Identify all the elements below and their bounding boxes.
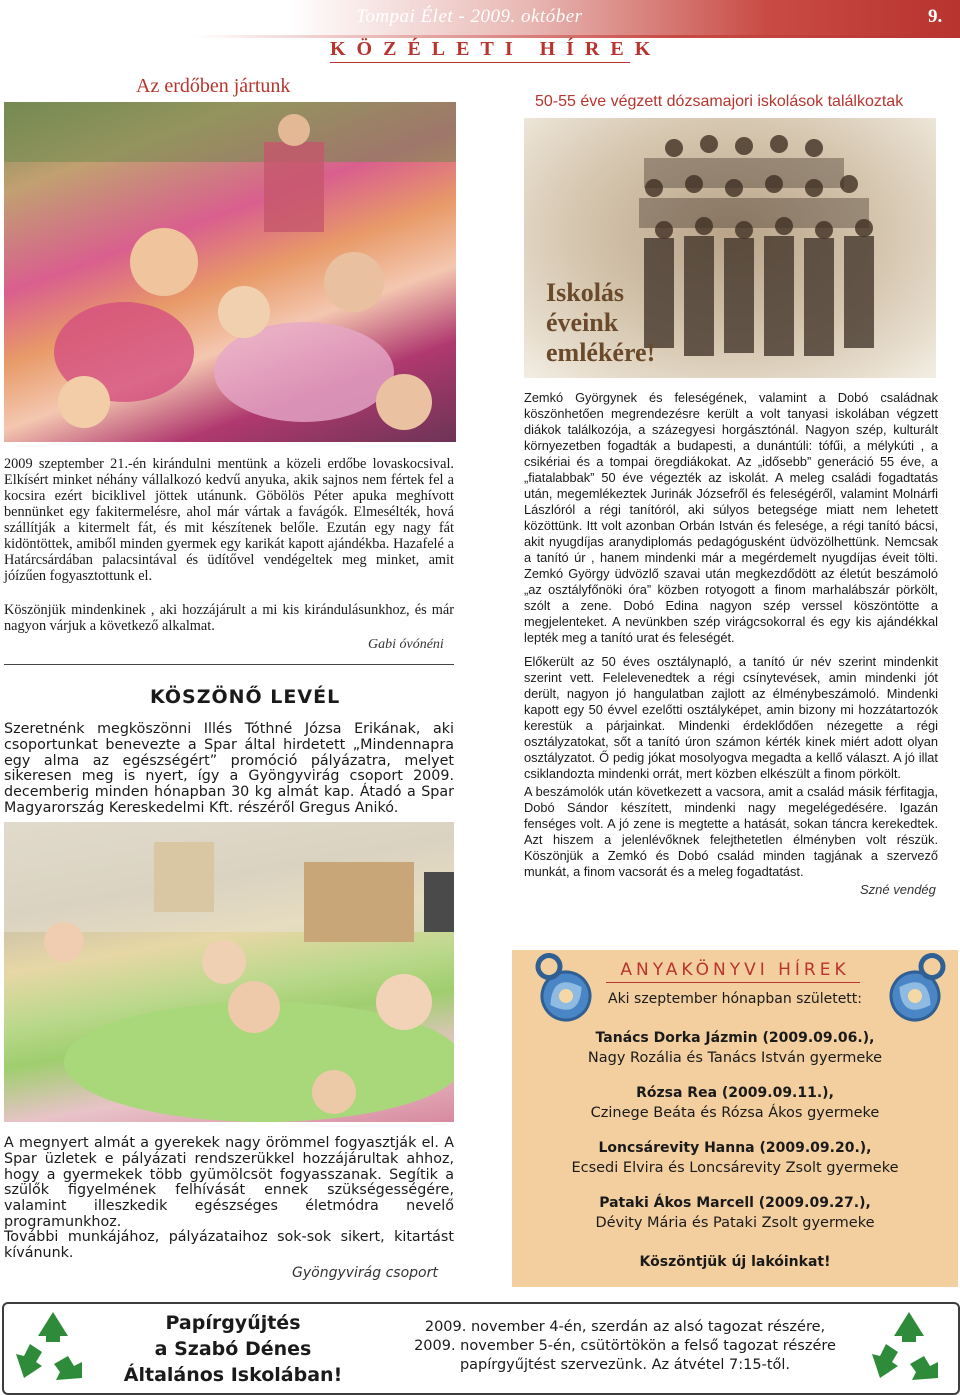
birth-entry-parents: Nagy Rozália és Tanács István gyermeke <box>587 1050 883 1066</box>
birth-entry-name: Loncsárevity Hanna (2009.09.20.), <box>598 1140 872 1156</box>
apple-photo-caption: A megnyert almát a gyerekek nagy örömmel fogyasztják el. A Spar üzletek e pályázati rendszerükkel hozzájárultak ahhoz, hogy a gyermekek több gyümölcsöt fogyasszanak. Segítik a szülők figyelmének felhívását ennek szükségességére, valamint illeszkedik egészséges életmódra nevelő programunkhoz. <box>4 1135 454 1230</box>
paper-collection-title-line: Papírgyűjtés <box>165 1312 301 1334</box>
paper-collection-line: 2009. november 5-én, csütörtökön a felső tagozat részére <box>414 1338 836 1354</box>
birth-entry-name: Pataki Ákos Marcell (2009.09.27.), <box>599 1195 871 1211</box>
births-title: ANYAKÖNYVI HÍREK <box>620 960 850 980</box>
births-title-underline <box>606 982 860 983</box>
paper-collection-text <box>382 1318 868 1375</box>
paper-collection-line: 2009. november 4-én, szerdán az alsó tagozat részére, <box>424 1319 826 1335</box>
births-subtitle: Aki szeptember hónapban született: <box>608 991 862 1007</box>
paper-collection-title-line: a Szabó Dénes <box>154 1338 312 1360</box>
birth-entry-name: Tanács Dorka Jázmin (2009.09.06.), <box>595 1030 875 1046</box>
recycle-icon <box>866 1308 952 1392</box>
recycle-icon <box>10 1308 96 1392</box>
thanks-letter-body: Szeretnénk megköszönni Illés Tóthné Józsa Erikának, aki csoportunkat benevezte a Spar által hirdetett „Mindennapra egy alma az egészségért” promóció pályázatra, melyet sikeresen meg is nyert, így a Gyöngyvirág csoport 2009. decemberig minden hónapban 30 kg almát kap. Átadó a Spar Magyarország Kereskedelmi Kft. részéről Gregus Anikó. <box>4 721 454 816</box>
forest-article-signature: Gabi óvónéni <box>368 637 444 652</box>
class-photo-caption: Iskolás éveink emlékére! <box>546 278 656 367</box>
birth-entry-name: Rózsa Rea (2009.09.11.), <box>636 1085 834 1101</box>
paper-collection-title-line: Általános Iskolában! <box>123 1364 343 1386</box>
birth-entry-parents: Ecsedi Elvira és Loncsárevity Zsolt gyermeke <box>571 1160 899 1176</box>
reunion-paragraph-3: A beszámolók után következett a vacsora, amit a család másik férfitagja, Dobó Sándor készített, mindenki nagy megelégedésére. Igazán fenséges volt. A jó zene is megtette a hatását, sokan táncra kerekedtek. Azt hiszem a jelenlévőknek felejthetetlen élményben volt részük. Köszönjük a Zemkó és Dobó család minden tagjának a szervező munkát, a finom vacsorát és a meleg fogadtatást. <box>524 784 938 879</box>
reunion-paragraph-1: Zemkó Györgynek és feleségének, valamint a Dobó családnak köszönhetően megrendezésre került a volt tanyasi iskolában végzett diákok találkozója, a százegyesi horgásztónál. Nagyon szép, kulturált környezetben fogadták a budapesti, a dunántúli: tófűi, a mélykúti , a csikériai és a tompai öregdiákokat. Az „idősebb” generáció 55 éve, a „fiatalabbak” 50 éve végezték az iskolát. A meleg családi fogadtatás után, megemlékeztek Jurinák Józsefről és feleségéről, valamint Molnárfi Lászlóról a régi tanítóról, aki súlyos betegsége miatt nem lehetett közöttünk. Itt volt azonban Orbán István és felesége, a régi tanító bácsi, akit nyugdíjas aranydiplomás pedagógusként üdvözölhettünk. Nemcsak a tanító úr , hanem mindenki már a megérdemelt nyugdíjas éveit tölti. Zemkó György üdvözlő szavai után megkezdődött az életút beszámoló „az osztályfőnöki óra” közben rotyogott a finom marhalábszár pörkölt, szólt a zene. Dobó Edina nagyon szép verssel köszöntötte a megjelenteket. A nevünkben szép virágcsokorral és egy kis ajándékkal lepték meg a tanító urat és feleségét. <box>524 390 938 645</box>
reunion-signature: Szné vendég <box>860 882 936 897</box>
forest-article-body: 2009 szeptember 21.-én kirándulni mentünk a közeli erdőbe lovaskocsival. Elkísért minket néhány vállalkozó kedvű anyuka, akik sajnos nem fértek fel a kocsira ezért biciklivel jöttek utánunk. Göbölös Péter apuka meghívott bennünket egy fakitermelésre, ahol már vártak a favágók. Elmesélték, hová szállítják a kitermelt fát, és mit készítenek belőle. Ezután egy nagy fát kidöntöttek, amiből minden gyermek egy karikát kapott ajándékba. Hazafelé a Határcsárdában palacsintával és üdítővel vendégeltek meg minket, amit jóízűen fogyasztottunk el. <box>4 456 454 584</box>
section-title: KÖZÉLETI HÍREK <box>330 38 662 60</box>
paper-collection-line: papírgyűjtést szervezünk. Az átvétel 7:15-től. <box>459 1357 791 1373</box>
forest-article-title: Az erdőben jártunk <box>136 75 291 97</box>
reunion-article-title: 50-55 éve végzett dózsamajori iskolások találkoztak <box>535 93 904 110</box>
forest-article-thanks: Köszönjük mindenkinek , aki hozzájárult a mi kis kirándulásunkhoz, és már nagyon várjuk a következő alkalmat. <box>4 602 454 634</box>
paper-collection-title <box>106 1310 360 1388</box>
thanks-letter-title: KÖSZÖNŐ LEVÉL <box>150 686 341 708</box>
birth-entry-parents: Dévity Mária és Pataki Zsolt gyermeke <box>595 1215 875 1231</box>
reunion-paragraph-2: Előkerült az 50 éves osztálynapló, a tanító úr név szerint mindenkit szerint vett. Felelevenedtek a régi csínytevések, amin mindenki jót derült, nagyon jó hangulatban zajlott az élménybeszámoló. Mindenki kapott egy 50 évvel ezelőtti osztályképet, amin bizony mi hozzátartozók kerestük a párjainkat. Mindenki érdeklődően nézegette a régi osztályzatokat, sőt a tanító úron számon kérték kinek miért adott olyan osztályzatot. Ő pedig jókat mosolyogva megadta a kellő választ. A jó illat csiklandozta mindenki orrát, mert közben elkészült a finom pörkölt. <box>524 654 938 781</box>
kindergarten-apple-photo <box>4 822 454 1122</box>
births-closing: Köszöntjük új lakóinkat! <box>639 1254 831 1270</box>
apple-caption-wishes: További munkájához, pályázataihoz sok-sok sikert, kitartást kívánunk. <box>4 1229 454 1261</box>
section-underline <box>330 62 630 63</box>
publication-title: Tompai Élet - 2009. október <box>356 6 583 27</box>
page-number: 9. <box>928 6 943 27</box>
forest-trip-photo <box>4 102 456 442</box>
thanks-letter-signature: Gyöngyvirág csoport <box>292 1265 438 1281</box>
divider <box>4 664 454 665</box>
birth-entry-parents: Czinege Beáta és Rózsa Ákos gyermeke <box>590 1105 880 1121</box>
